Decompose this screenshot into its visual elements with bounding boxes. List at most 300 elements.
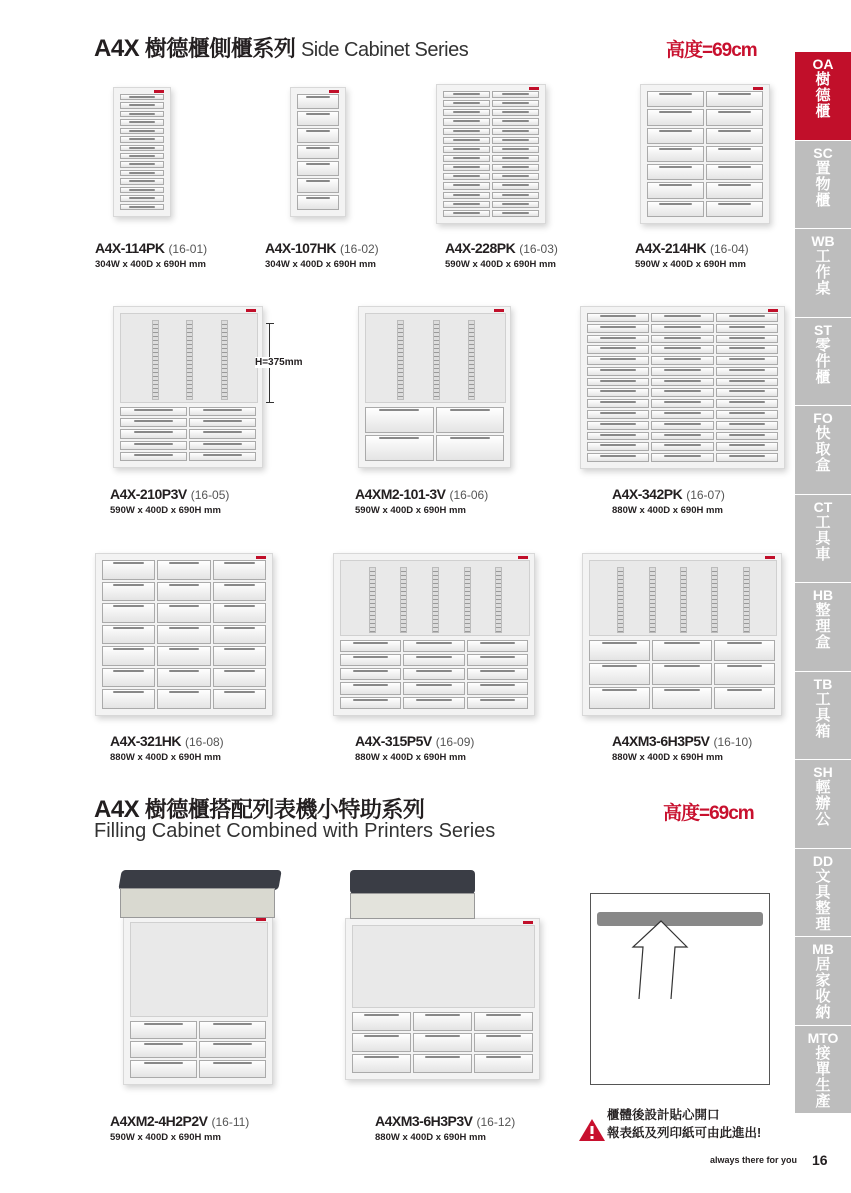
section-title-side-cabinet <box>94 32 468 63</box>
sidebar-code: HB <box>812 587 834 603</box>
drawer <box>340 682 401 694</box>
product-label <box>612 486 725 516</box>
drawer-grid <box>365 407 504 461</box>
product-code: (16-12) <box>476 1115 516 1129</box>
product-model: A4X-342PK <box>612 486 683 502</box>
page-number: 16 <box>812 1152 828 1168</box>
brand-tag <box>523 921 533 924</box>
drawer <box>403 697 464 709</box>
drawer <box>120 102 164 108</box>
product-code: (16-07) <box>686 488 725 502</box>
drawer <box>213 582 266 602</box>
drawer <box>157 603 210 623</box>
drawer <box>492 146 539 153</box>
sidebar-item[interactable] <box>795 583 851 672</box>
drawer <box>130 1021 197 1039</box>
drawer-grid <box>297 94 339 210</box>
warning-text <box>607 1106 761 1142</box>
product-code: (16-04) <box>709 242 749 256</box>
drawer <box>189 429 256 438</box>
shelf-divider <box>468 320 475 400</box>
drawer <box>492 118 539 125</box>
drawer <box>352 1054 411 1073</box>
drawer <box>492 164 539 171</box>
shelf-divider <box>400 567 407 633</box>
drawer <box>587 410 649 419</box>
drawer <box>157 689 210 709</box>
drawer <box>587 399 649 408</box>
drawer <box>436 407 505 433</box>
drawer <box>443 91 490 98</box>
drawer <box>403 682 464 694</box>
cabinet-image <box>123 915 273 1085</box>
drawer-grid <box>352 1012 533 1074</box>
sidebar-code: SC <box>813 144 833 161</box>
product-dimensions: 880W x 400D x 690H mm <box>375 1132 486 1143</box>
drawer <box>120 178 164 184</box>
series-prefix: A4X <box>94 35 140 62</box>
brand-tag <box>768 309 778 312</box>
footer-slogan: always there for you <box>710 1155 798 1165</box>
product-dimensions: 880W x 400D x 690H mm <box>612 752 723 763</box>
sidebar-item[interactable] <box>795 937 851 1026</box>
drawer <box>587 378 649 387</box>
printer-image <box>118 870 282 890</box>
sidebar-label: 置物櫃 <box>815 159 831 209</box>
product-label <box>635 240 749 270</box>
drawer <box>102 646 155 666</box>
drawer <box>120 161 164 167</box>
height-note: 高度=69cm <box>663 803 754 824</box>
drawer <box>716 335 778 344</box>
drawer <box>587 432 649 441</box>
sidebar-code: DD <box>812 852 834 869</box>
drawer <box>340 654 401 666</box>
drawer <box>120 153 164 159</box>
drawer <box>651 410 713 419</box>
drawer <box>467 668 528 680</box>
drawer <box>130 1060 197 1078</box>
drawer <box>714 640 775 662</box>
drawer <box>716 388 778 397</box>
drawer <box>474 1033 533 1052</box>
sidebar-item[interactable] <box>795 229 851 318</box>
drawer <box>492 109 539 116</box>
product-label <box>265 240 379 270</box>
cabinet-image <box>333 553 535 716</box>
product-dimensions: 880W x 400D x 690H mm <box>355 752 466 763</box>
drawer <box>492 201 539 208</box>
drawer <box>647 201 704 217</box>
drawer <box>436 435 505 461</box>
product-dimensions: 590W x 400D x 690H mm <box>110 1132 221 1143</box>
sidebar-code: MB <box>812 941 834 957</box>
drawer <box>589 640 650 662</box>
product-code: (16-01) <box>168 242 208 256</box>
product-label <box>612 733 752 763</box>
drawer <box>716 367 778 376</box>
shelf-divider <box>221 320 228 400</box>
sidebar-item[interactable] <box>795 495 851 584</box>
drawer <box>120 407 187 416</box>
drawer <box>467 682 528 694</box>
drawer <box>297 195 339 210</box>
drawer <box>120 111 164 117</box>
height-note: 高度=69cm <box>666 40 757 61</box>
product-dimensions: 590W x 400D x 690H mm <box>445 259 556 270</box>
drawer <box>651 421 713 430</box>
product-code: (16-08) <box>184 735 224 749</box>
drawer <box>587 367 649 376</box>
sidebar-code: OA <box>812 56 834 72</box>
shelf-divider <box>433 320 440 400</box>
drawer <box>340 640 401 652</box>
warning-line-1: 櫃體後設計貼心開口 <box>607 1108 720 1122</box>
drawer <box>647 164 704 180</box>
drawer <box>587 442 649 451</box>
drawer <box>587 421 649 430</box>
drawer <box>443 182 490 189</box>
cabinet-image <box>345 918 540 1080</box>
shelf-divider <box>397 320 404 400</box>
drawer <box>443 100 490 107</box>
product-label <box>445 240 558 270</box>
shelf-divider <box>464 567 471 633</box>
drawer <box>587 313 649 322</box>
product-label <box>355 733 474 763</box>
drawer-grid <box>647 91 763 217</box>
sidebar-item[interactable] <box>795 760 851 849</box>
printer-image <box>350 870 475 894</box>
brand-tag <box>329 90 339 93</box>
drawer <box>120 94 164 100</box>
drawer <box>647 91 704 107</box>
product-model: A4X-214HK <box>635 240 706 256</box>
cabinet-image <box>436 84 546 224</box>
drawer <box>443 210 490 217</box>
sidebar-label: 零件櫃 <box>815 336 831 386</box>
printer-body <box>350 893 475 919</box>
drawer <box>492 128 539 135</box>
drawer-grid <box>130 1021 266 1078</box>
drawer <box>716 453 778 462</box>
sidebar-item[interactable] <box>795 141 851 230</box>
series-prefix: A4X <box>94 796 140 823</box>
product-label <box>95 240 207 270</box>
brand-tag <box>518 556 528 559</box>
cabinet-back-diagram <box>590 893 770 1085</box>
drawer <box>492 210 539 217</box>
drawer <box>492 182 539 189</box>
drawer <box>706 182 763 198</box>
drawer <box>120 187 164 193</box>
cabinet-image <box>358 306 511 468</box>
product-dimensions: 304W x 400D x 690H mm <box>95 259 206 270</box>
drawer <box>352 1012 411 1031</box>
drawer <box>189 407 256 416</box>
product-model: A4XM2-101-3V <box>355 486 446 502</box>
category-sidebar <box>795 52 851 1114</box>
drawer <box>157 668 210 688</box>
drawer <box>120 418 187 427</box>
sidebar-code: MTO <box>807 1029 839 1046</box>
drawer <box>716 324 778 333</box>
drawer <box>157 625 210 645</box>
drawer <box>492 137 539 144</box>
open-shelf <box>365 313 506 403</box>
product-model: A4X-321HK <box>110 733 181 749</box>
drawer <box>587 356 649 365</box>
drawer <box>706 128 763 144</box>
drawer <box>120 195 164 201</box>
drawer <box>716 313 778 322</box>
cabinet-image <box>640 84 770 224</box>
drawer <box>647 109 704 125</box>
drawer <box>297 161 339 176</box>
sidebar-label: 文具整理 <box>815 867 831 933</box>
drawer-grid <box>120 94 164 210</box>
brand-tag <box>154 90 164 93</box>
drawer <box>651 313 713 322</box>
drawer <box>120 170 164 176</box>
drawer <box>647 182 704 198</box>
drawer <box>102 603 155 623</box>
open-shelf <box>352 925 535 1008</box>
sidebar-label: 輕辦公 <box>815 779 831 828</box>
brand-tag <box>494 309 504 312</box>
drawer <box>651 367 713 376</box>
sidebar-label: 快取盒 <box>815 425 831 474</box>
drawer <box>589 687 650 709</box>
drawer <box>102 560 155 580</box>
drawer <box>365 435 434 461</box>
drawer <box>651 356 713 365</box>
product-code: (16-09) <box>435 735 475 749</box>
product-model: A4X-210P3V <box>110 486 187 502</box>
product-model: A4XM3-6H3P3V <box>375 1113 473 1129</box>
drawer <box>213 603 266 623</box>
product-model: A4X-228PK <box>445 240 516 256</box>
drawer-grid <box>589 640 775 710</box>
title-en: Filling Cabinet Combined with Printers Series <box>94 820 496 842</box>
shelf-divider <box>495 567 502 633</box>
open-shelf <box>130 922 268 1017</box>
drawer <box>413 1012 472 1031</box>
drawer <box>297 178 339 193</box>
drawer <box>652 640 713 662</box>
drawer <box>443 201 490 208</box>
product-code: (16-10) <box>713 735 753 749</box>
drawer <box>120 452 187 461</box>
drawer <box>706 109 763 125</box>
drawer <box>706 91 763 107</box>
product-code: (16-02) <box>339 242 379 256</box>
drawer <box>189 418 256 427</box>
product-code: (16-11) <box>211 1115 250 1129</box>
drawer <box>716 345 778 354</box>
drawer-grid <box>340 640 528 710</box>
product-dimensions: 590W x 400D x 690H mm <box>355 505 466 516</box>
drawer <box>716 432 778 441</box>
drawer <box>706 201 763 217</box>
drawer <box>716 356 778 365</box>
sidebar-code: FO <box>813 410 833 426</box>
brand-tag <box>246 309 256 312</box>
brand-tag <box>765 556 775 559</box>
drawer <box>120 119 164 125</box>
sidebar-code: WB <box>811 233 835 249</box>
drawer <box>587 388 649 397</box>
drawer-grid <box>587 313 778 462</box>
shelf-divider <box>432 567 439 633</box>
drawer <box>443 109 490 116</box>
drawer <box>189 441 256 450</box>
drawer <box>716 442 778 451</box>
drawer <box>652 687 713 709</box>
drawer <box>199 1021 266 1039</box>
drawer <box>403 654 464 666</box>
drawer <box>651 432 713 441</box>
drawer <box>651 378 713 387</box>
shelf-divider <box>743 567 750 633</box>
open-shelf <box>340 560 530 636</box>
shelf-divider <box>649 567 656 633</box>
sidebar-item[interactable] <box>795 1026 851 1115</box>
open-shelf <box>120 313 258 403</box>
drawer-grid <box>443 91 539 217</box>
drawer <box>651 345 713 354</box>
drawer <box>714 687 775 709</box>
cabinet-image <box>113 306 263 468</box>
sidebar-label: 樹德櫃 <box>815 71 831 120</box>
drawer <box>587 324 649 333</box>
sidebar-item[interactable] <box>795 849 851 938</box>
title-zh: 樹德櫃搭配列表機小特助系列 <box>144 797 425 822</box>
drawer <box>474 1012 533 1031</box>
drawer <box>492 173 539 180</box>
shelf-divider <box>186 320 193 400</box>
drawer <box>716 378 778 387</box>
drawer <box>403 640 464 652</box>
drawer <box>716 421 778 430</box>
drawer <box>443 164 490 171</box>
drawer <box>589 663 650 685</box>
product-code: (16-03) <box>519 242 558 256</box>
cabinet-image <box>582 553 782 716</box>
product-model: A4XM2-4H2P2V <box>110 1113 208 1129</box>
product-dimensions: 590W x 400D x 690H mm <box>635 259 746 270</box>
drawer <box>716 399 778 408</box>
drawer <box>651 335 713 344</box>
drawer <box>120 429 187 438</box>
drawer <box>120 136 164 142</box>
product-dimensions: 880W x 400D x 690H mm <box>110 752 221 763</box>
printer-body <box>120 888 275 918</box>
product-dimensions: 880W x 400D x 690H mm <box>612 505 723 516</box>
shelf-divider <box>680 567 687 633</box>
sidebar-label: 接單生產 <box>815 1044 831 1110</box>
drawer <box>443 155 490 162</box>
sidebar-label: 工具箱 <box>815 690 831 740</box>
drawer <box>647 128 704 144</box>
product-code: (16-06) <box>449 488 489 502</box>
drawer <box>340 697 401 709</box>
title-en: Side Cabinet Series <box>300 39 469 61</box>
drawer <box>297 111 339 126</box>
drawer <box>651 453 713 462</box>
drawer <box>474 1054 533 1073</box>
drawer <box>213 689 266 709</box>
drawer <box>492 192 539 199</box>
drawer <box>651 442 713 451</box>
drawer <box>714 663 775 685</box>
drawer <box>157 646 210 666</box>
drawer <box>443 128 490 135</box>
drawer <box>443 137 490 144</box>
drawer <box>467 697 528 709</box>
drawer <box>120 204 164 210</box>
drawer <box>157 582 210 602</box>
drawer <box>352 1033 411 1052</box>
drawer <box>102 689 155 709</box>
drawer <box>706 164 763 180</box>
product-label <box>355 486 488 516</box>
sidebar-item[interactable] <box>795 52 851 141</box>
product-model: A4X-315P5V <box>355 733 432 749</box>
drawer <box>651 324 713 333</box>
drawer <box>403 668 464 680</box>
drawer <box>213 625 266 645</box>
drawer <box>102 625 155 645</box>
drawer <box>157 560 210 580</box>
shelf-divider <box>369 567 376 633</box>
warning-triangle-icon <box>578 1118 606 1142</box>
drawer <box>120 441 187 450</box>
drawer <box>587 453 649 462</box>
product-label <box>110 1113 249 1143</box>
drawer <box>365 407 434 433</box>
drawer <box>587 345 649 354</box>
product-model: A4X-114PK <box>95 240 165 256</box>
drawer <box>120 128 164 134</box>
title-zh: 樹德櫃側櫃系列 <box>144 36 296 61</box>
sidebar-label: 工具車 <box>815 513 831 563</box>
sidebar-code: ST <box>814 321 832 338</box>
drawer <box>213 560 266 580</box>
drawer-grid <box>120 407 256 461</box>
shelf-divider <box>711 567 718 633</box>
cabinet-image <box>580 306 785 469</box>
product-model: A4X-107HK <box>265 240 336 256</box>
product-code: (16-05) <box>190 488 230 502</box>
drawer <box>213 646 266 666</box>
sidebar-code: SH <box>813 764 833 780</box>
cabinet-image <box>113 87 171 217</box>
drawer <box>467 640 528 652</box>
drawer <box>706 146 763 162</box>
drawer <box>297 145 339 160</box>
drawer <box>467 654 528 666</box>
sidebar-item[interactable] <box>795 672 851 761</box>
shelf-divider <box>617 567 624 633</box>
drawer <box>340 668 401 680</box>
sidebar-item[interactable] <box>795 406 851 495</box>
drawer <box>413 1033 472 1052</box>
warning-line-2: 報表紙及列印紙可由此進出! <box>607 1126 762 1140</box>
sidebar-item[interactable] <box>795 318 851 407</box>
drawer <box>443 192 490 199</box>
product-label <box>375 1113 515 1143</box>
